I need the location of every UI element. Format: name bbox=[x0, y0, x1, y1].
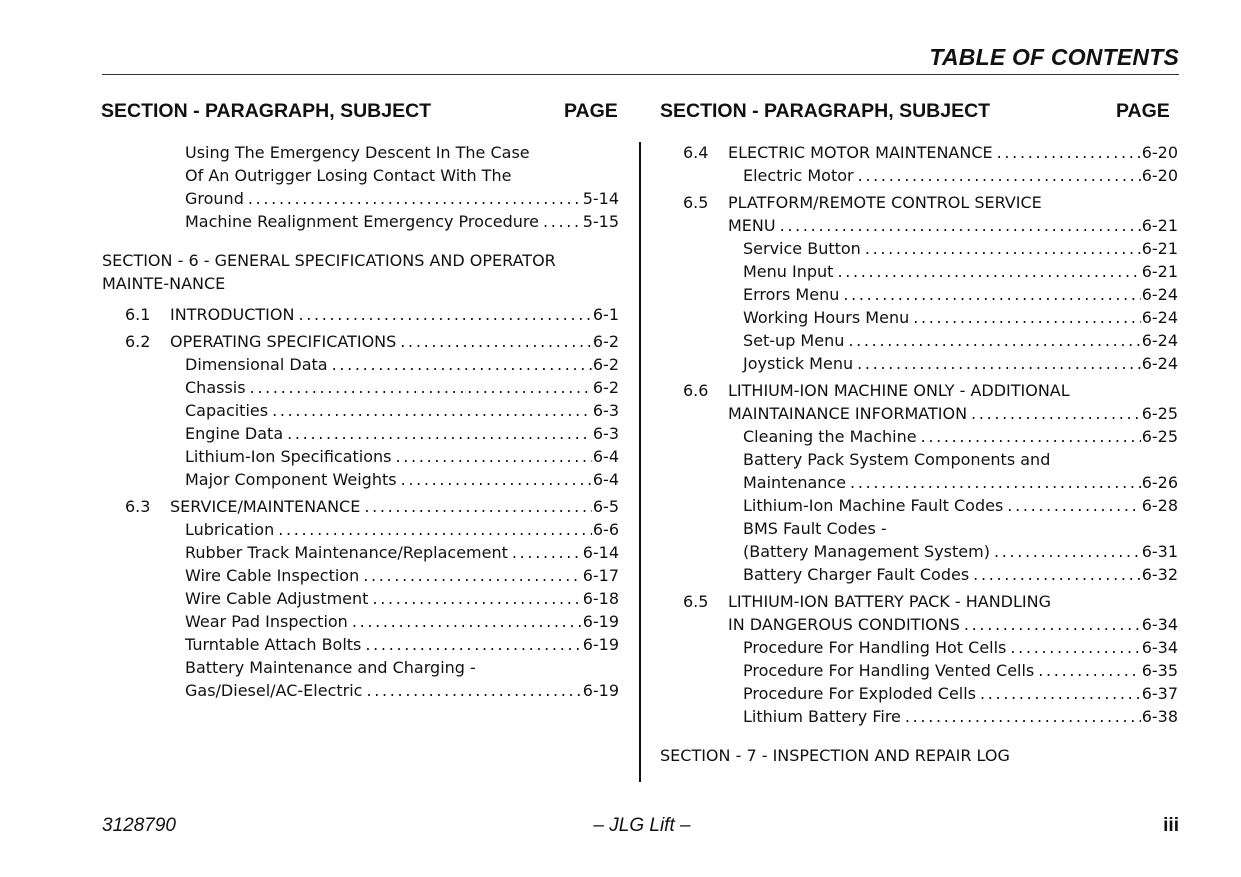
toc-subentry[interactable]: Procedure For Exploded Cells . . . 6-37 bbox=[660, 682, 1178, 705]
toc-subentry[interactable]: Service Button . . . 6-21 bbox=[660, 237, 1178, 260]
right-column-heading: SECTION - PARAGRAPH, SUBJECT bbox=[660, 100, 991, 122]
dot-leader bbox=[363, 564, 581, 587]
right-column bbox=[660, 141, 1178, 767]
toc-subentry[interactable]: Lithium-Ion Specifications . . . 6-4 bbox=[102, 445, 619, 468]
page-number: iii bbox=[1163, 815, 1179, 836]
toc-subentry[interactable]: (Battery Management System) . . . 6-31 bbox=[660, 540, 1178, 563]
header-rule bbox=[102, 74, 1179, 75]
dot-leader bbox=[837, 260, 1140, 283]
toc-subentry[interactable]: Turntable Attach Bolts . . . 6-19 bbox=[102, 633, 619, 656]
dot-leader bbox=[372, 587, 581, 610]
toc-entry[interactable]: Ground . . . 5-14 bbox=[102, 187, 619, 210]
dot-leader bbox=[857, 352, 1141, 375]
dot-leader bbox=[994, 540, 1141, 563]
left-column-heading: SECTION - PARAGRAPH, SUBJECT bbox=[101, 100, 432, 122]
section-6-title[interactable]: SECTION - 6 - GENERAL SPECIFICATIONS AND OPERATOR MAINTE-NANCE bbox=[102, 251, 556, 293]
toc-subentry[interactable]: Dimensional Data . . . 6-2 bbox=[102, 353, 619, 376]
toc-entry-6-3[interactable]: 6.3 SERVICE/MAINTENANCE . . . 6-5 bbox=[102, 495, 619, 518]
toc-subentry[interactable]: Gas/Diesel/AC-Electric . . . 6-19 bbox=[102, 679, 619, 702]
toc-line: 6.6 LITHIUM-ION MACHINE ONLY - ADDITIONAL bbox=[683, 381, 1070, 400]
document-number: 3128790 bbox=[102, 815, 176, 836]
dot-leader bbox=[913, 306, 1140, 329]
dot-leader bbox=[971, 402, 1141, 425]
toc-subentry[interactable]: Battery Charger Fault Codes . . . 6-32 bbox=[660, 563, 1178, 586]
toc-subentry[interactable]: Engine Data . . . 6-3 bbox=[102, 422, 619, 445]
toc-line: 6.5 PLATFORM/REMOTE CONTROL SERVICE bbox=[683, 193, 1042, 212]
dot-leader bbox=[364, 495, 592, 518]
toc-entry-6-6[interactable]: MAINTAINANCE INFORMATION . . . 6-25 bbox=[660, 402, 1178, 425]
dot-leader bbox=[905, 705, 1141, 728]
toc-line: 6.5 LITHIUM-ION BATTERY PACK - HANDLING bbox=[683, 592, 1051, 611]
section-7-title[interactable]: SECTION - 7 - INSPECTION AND REPAIR LOG bbox=[660, 746, 1010, 765]
dot-leader bbox=[401, 468, 592, 491]
toc-subentry[interactable]: Electric Motor . . . 6-20 bbox=[660, 164, 1178, 187]
dot-leader bbox=[396, 445, 592, 468]
dot-leader bbox=[287, 422, 592, 445]
toc-subentry[interactable]: Set-up Menu . . . 6-24 bbox=[660, 329, 1178, 352]
toc-subentry[interactable]: Cleaning the Machine . . . 6-25 bbox=[660, 425, 1178, 448]
toc-subentry[interactable]: Menu Input . . . 6-21 bbox=[660, 260, 1178, 283]
toc-line: Battery Pack System Components and bbox=[743, 450, 1051, 469]
toc-subentry[interactable]: Lithium Battery Fire . . . 6-38 bbox=[660, 705, 1178, 728]
toc-subentry[interactable]: Working Hours Menu . . . 6-24 bbox=[660, 306, 1178, 329]
toc-subentry[interactable]: Procedure For Handling Hot Cells . . . 6-34 bbox=[660, 636, 1178, 659]
dot-leader bbox=[921, 425, 1141, 448]
toc-line: Of An Outrigger Losing Contact With The bbox=[185, 166, 512, 185]
dot-leader bbox=[850, 471, 1141, 494]
dot-leader bbox=[997, 141, 1141, 164]
dot-leader bbox=[366, 679, 581, 702]
left-page-heading: PAGE bbox=[564, 100, 618, 122]
dot-leader bbox=[973, 563, 1141, 586]
dot-leader bbox=[780, 214, 1141, 237]
footer-brand: – JLG Lift – bbox=[593, 815, 691, 836]
dot-leader bbox=[248, 187, 582, 210]
dot-leader bbox=[848, 329, 1140, 352]
dot-leader bbox=[1010, 636, 1140, 659]
toc-entry-6-2[interactable]: 6.2 OPERATING SPECIFICATIONS . . . 6-2 bbox=[102, 330, 619, 353]
dot-leader bbox=[1038, 659, 1140, 682]
dot-leader bbox=[512, 541, 582, 564]
dot-leader bbox=[278, 518, 592, 541]
page-title: TABLE OF CONTENTS bbox=[929, 44, 1179, 70]
dot-leader bbox=[352, 610, 582, 633]
dot-leader bbox=[272, 399, 592, 422]
dot-leader bbox=[332, 353, 592, 376]
dot-leader bbox=[298, 303, 591, 326]
toc-line: Using The Emergency Descent In The Case bbox=[185, 143, 530, 162]
dot-leader bbox=[865, 237, 1141, 260]
toc-subentry[interactable]: Wear Pad Inspection . . . 6-19 bbox=[102, 610, 619, 633]
toc-subentry[interactable]: Joystick Menu . . . 6-24 bbox=[660, 352, 1178, 375]
toc-subentry[interactable]: Wire Cable Adjustment . . . 6-18 bbox=[102, 587, 619, 610]
left-column bbox=[102, 141, 619, 702]
toc-subentry[interactable]: Rubber Track Maintenance/Replacement . . . 6-14 bbox=[102, 541, 619, 564]
toc-line: BMS Fault Codes - bbox=[743, 519, 887, 538]
dot-leader bbox=[980, 682, 1141, 705]
dot-leader bbox=[543, 210, 582, 233]
toc-subentry[interactable]: Procedure For Handling Vented Cells . . . 6-35 bbox=[660, 659, 1178, 682]
toc-subentry[interactable]: Capacities . . . 6-3 bbox=[102, 399, 619, 422]
toc-entry-6-5-battery[interactable]: IN DANGEROUS CONDITIONS . . . 6-34 bbox=[660, 613, 1178, 636]
dot-leader bbox=[843, 283, 1140, 306]
dot-leader bbox=[400, 330, 592, 353]
dot-leader bbox=[250, 376, 592, 399]
dot-leader bbox=[858, 164, 1141, 187]
toc-subentry[interactable]: Lubrication . . . 6-6 bbox=[102, 518, 619, 541]
toc-subentry[interactable]: Major Component Weights . . . 6-4 bbox=[102, 468, 619, 491]
toc-subentry[interactable]: Wire Cable Inspection . . . 6-17 bbox=[102, 564, 619, 587]
column-divider bbox=[639, 142, 641, 782]
dot-leader bbox=[1007, 494, 1140, 517]
toc-subentry[interactable]: Errors Menu . . . 6-24 bbox=[660, 283, 1178, 306]
toc-entry[interactable]: Machine Realignment Emergency Procedure . . . 5-15 bbox=[102, 210, 619, 233]
right-page-heading: PAGE bbox=[1116, 100, 1170, 122]
toc-line: Battery Maintenance and Charging - bbox=[185, 658, 476, 677]
toc-entry-6-4[interactable]: 6.4 ELECTRIC MOTOR MAINTENANCE . . . 6-20 bbox=[660, 141, 1178, 164]
toc-subentry[interactable]: Maintenance . . . 6-26 bbox=[660, 471, 1178, 494]
toc-entry-6-1[interactable]: 6.1 INTRODUCTION . . . 6-1 bbox=[102, 303, 619, 326]
dot-leader bbox=[964, 613, 1141, 636]
toc-entry-6-5[interactable]: MENU . . . 6-21 bbox=[660, 214, 1178, 237]
toc-subentry[interactable]: Lithium-Ion Machine Fault Codes . . . 6-28 bbox=[660, 494, 1178, 517]
toc-subentry[interactable]: Chassis . . . 6-2 bbox=[102, 376, 619, 399]
dot-leader bbox=[365, 633, 581, 656]
